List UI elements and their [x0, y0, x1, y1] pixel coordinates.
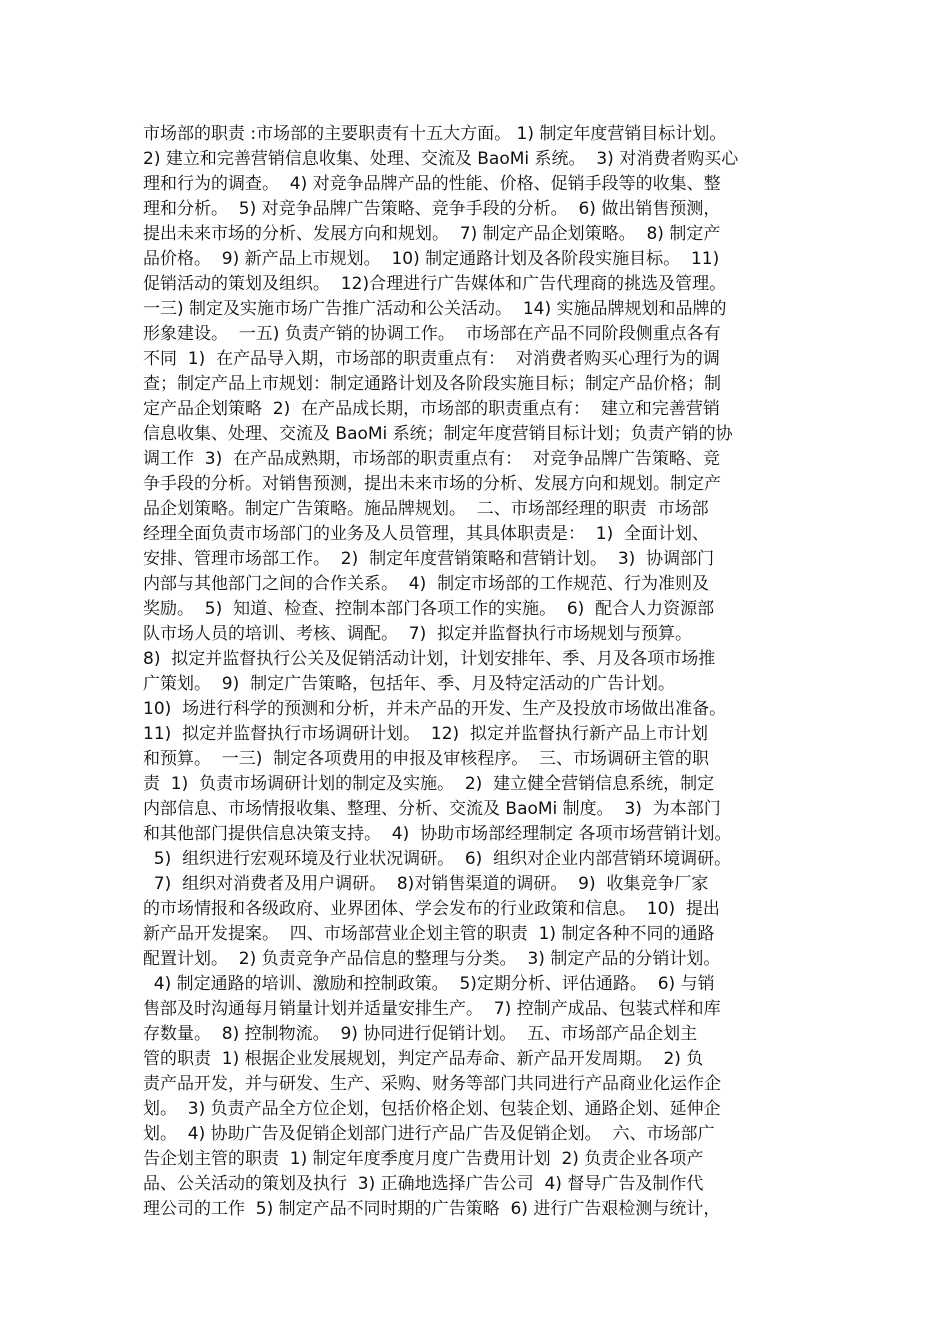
text-line: 7) 组织对消费者及用户调研。 8)对销售渠道的调研。 9) 收集竞争厂家 — [143, 874, 709, 894]
text-line: 理和行为的调查。 4) 对竞争品牌产品的性能、价格、促销手段等的收集、整 — [143, 174, 721, 194]
text-line: 品企划策略。制定广告策略。施品牌规划。 二、市场部经理的职责 市场部 — [143, 499, 709, 519]
text-line: 形象建设。 一五) 负责产销的协调工作。 市场部在产品不同阶段侧重点各有 — [143, 324, 721, 344]
text-line: 5) 组织进行宏观环境及行业状况调研。 6) 组织对企业内部营销环境调研。 — [143, 849, 732, 869]
text-line: 告企划主管的职责 1) 制定年度季度月度广告费用计划 2) 负责企业各项产 — [143, 1149, 704, 1169]
text-line: 促销活动的策划及组织。 12)合理进行广告媒体和广告代理商的挑选及管理。 — [143, 274, 727, 294]
text-line: 和其他部门提供信息决策支持。 4) 协助市场部经理制定 各项市场营销计划。 — [143, 824, 732, 844]
text-line: 和预算。 一三) 制定各项费用的申报及审核程序。 三、市场调研主管的职 — [143, 749, 710, 769]
text-line: 的市场情报和各级政府、业界团体、学会发布的行业政策和信息。 10) 提出 — [143, 899, 720, 919]
text-line: 不同 1) 在产品导入期，市场部的职责重点有： 对消费者购买心理行为的调 — [143, 349, 720, 369]
text-line: 售部及时沟通每月销量计划并适量安排生产。 7) 控制产成品、包装式样和库 — [143, 999, 721, 1019]
text-line: 奖励。 5) 知道、检查、控制本部门各项工作的实施。 6) 配合人力资源部 — [143, 599, 715, 619]
text-line: 责产品开发，并与研发、生产、采购、财务等部门共同进行产品商业化运作企 — [143, 1074, 721, 1094]
text-line: 内部信息、市场情报收集、整理、分析、交流及 BaoMi 制度。 3) 为本部门 — [143, 799, 721, 819]
text-line: 10) 场进行科学的预测和分析，并未产品的开发、生产及投放市场做出准备。 — [143, 699, 727, 719]
text-line: 信息收集、处理、交流及 BaoMi 系统；制定年度营销目标计划；负责产销的协 — [143, 424, 733, 444]
text-line: 安排、管理市场部工作。 2) 制定年度营销策略和营销计划。 3) 协调部门 — [143, 549, 715, 569]
text-line: 广策划。 9) 制定广告策略，包括年、季、月及特定活动的广告计划。 — [143, 674, 676, 694]
text-line: 查；制定产品上市规划：制定通路计划及各阶段实施目标；制定产品价格；制 — [143, 374, 721, 394]
text-line: 管的职责 1) 根据企业发展规划，判定产品寿命、新产品开发周期。 2) 负 — [143, 1049, 704, 1069]
text-line: 8) 拟定并监督执行公关及促销活动计划，计划安排年、季、月及各项市场推 — [143, 649, 716, 669]
text-line: 争手段的分析。对销售预测，提出未来市场的分析、发展方向和规划。制定产 — [143, 474, 721, 494]
text-line: 11) 拟定并监督执行市场调研计划。 12) 拟定并监督执行新产品上市计划 — [143, 724, 708, 744]
document-body — [143, 122, 813, 1222]
text-line: 提出未来市场的分析、发展方向和规划。 7) 制定产品企划策略。 8) 制定产 — [143, 224, 721, 244]
text-line: 理和分析。 5) 对竞争品牌广告策略、竞争手段的分析。 6) 做出销售预测， — [143, 199, 721, 219]
text-line: 配置计划。 2) 负责竞争产品信息的整理与分类。 3) 制定产品的分销计划。 — [143, 949, 721, 969]
text-line: 划。 4) 协助广告及促销企划部门进行产品广告及促销企划。 六、市场部广 — [143, 1124, 715, 1144]
text-line: 新产品开发提案。 四、市场部营业企划主管的职责 1) 制定各种不同的通路 — [143, 924, 715, 944]
text-line: 4) 制定通路的培训、激励和控制政策。 5)定期分析、评估通路。 6) 与销 — [143, 974, 715, 994]
text-line: 队市场人员的培训、考核、调配。 7) 拟定并监督执行市场规划与预算。 — [143, 624, 693, 644]
text-line: 2) 建立和完善营销信息收集、处理、交流及 BaoMi 系统。 3) 对消费者购买心 — [143, 149, 739, 169]
text-line: 划。 3) 负责产品全方位企划，包括价格企划、包装企划、通路企划、延伸企 — [143, 1099, 721, 1119]
text-line: 品价格。 9) 新产品上市规划。 10) 制定通路计划及各阶段实施目标。 11) — [143, 249, 720, 269]
text-line: 责 1) 负责市场调研计划的制定及实施。 2) 建立健全营销信息系统，制定 — [143, 774, 715, 794]
text-line: 存数量。 8) 控制物流。 9) 协同进行促销计划。 五、市场部产品企划主 — [143, 1024, 698, 1044]
text-line: 理公司的工作 5) 制定产品不同时期的广告策略 6) 进行广告艰检测与统计， — [143, 1199, 721, 1219]
text-line: 定产品企划策略 2) 在产品成长期，市场部的职责重点有： 建立和完善营销 — [143, 399, 720, 419]
text-line: 市场部的职责 :市场部的主要职责有十五大方面。 1) 制定年度营销目标计划。 — [143, 124, 727, 144]
text-line: 经理全面负责市场部门的业务及人员管理，其具体职责是： 1) 全面计划、 — [143, 524, 710, 544]
text-line: 品、公关活动的策划及执行 3) 正确地选择广告公司 4) 督导广告及制作代 — [143, 1174, 704, 1194]
text-line: 一三) 制定及实施市场广告推广活动和公关活动。 14) 实施品牌规划和品牌的 — [143, 299, 727, 319]
text-line: 调工作 3) 在产品成熟期，市场部的职责重点有： 对竞争品牌广告策略、竞 — [143, 449, 720, 469]
text-line: 内部与其他部门之间的合作关系。 4) 制定市场部的工作规范、行为准则及 — [143, 574, 710, 594]
